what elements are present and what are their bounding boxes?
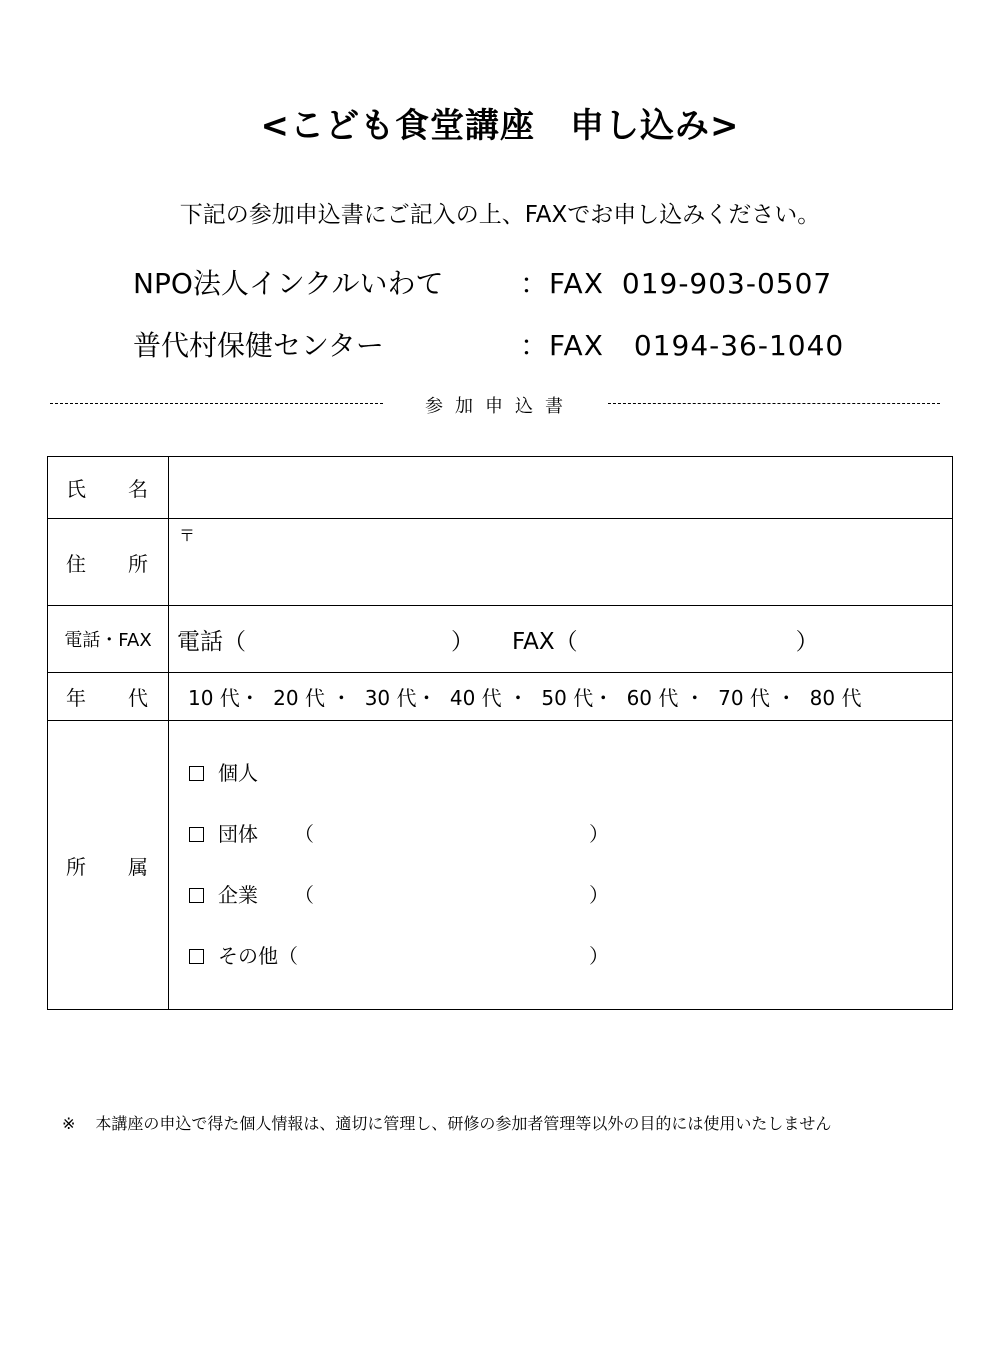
affiliation-option-label: 団体 [218, 822, 258, 846]
instruction-text: 下記の参加申込書にご記入の上、FAXでお申し込みください。 [179, 202, 821, 228]
age-options [169, 673, 953, 721]
affiliation-options [169, 721, 953, 1010]
checkbox[interactable] [189, 888, 204, 903]
age-option[interactable]: 10 代・ [188, 686, 260, 710]
affiliation-option-other[interactable] [189, 926, 952, 987]
paren-close: ） [589, 944, 609, 968]
fax-close: ） [795, 628, 819, 655]
affiliation-option-label: その他 [218, 944, 278, 968]
form-heading: 参加申込書 [425, 396, 575, 417]
age-label: 年代 [48, 673, 169, 721]
checkbox[interactable] [189, 766, 204, 781]
phone-label: 電話（ [177, 628, 246, 655]
paren-open: （ [294, 883, 314, 907]
paren-close: ） [589, 883, 609, 907]
fax-number: 019-903-0507 [621, 267, 833, 300]
fax-label: ：FAX [520, 267, 604, 300]
name-label: 氏名 [48, 457, 169, 519]
paren-close: ） [589, 822, 609, 846]
age-option[interactable]: 20 代 ・ [273, 686, 352, 710]
page-title: <こども食堂講座 申し込み> [260, 106, 740, 146]
contact-fax-inclu [520, 262, 832, 302]
application-form [47, 456, 953, 1010]
affiliation-option-individual[interactable] [189, 743, 952, 804]
phone-close: ） [451, 628, 474, 655]
affiliation-option-label: 個人 [218, 761, 258, 785]
age-option[interactable]: 70 代 ・ [718, 686, 797, 710]
phone-fax-label: 電話・FAX [48, 606, 169, 673]
checkbox[interactable] [189, 949, 204, 964]
age-option[interactable]: 80 代 [809, 686, 862, 710]
affiliation-label: 所属 [48, 721, 169, 1010]
paren-open: （ [278, 944, 298, 968]
age-option[interactable]: 40 代 ・ [449, 686, 529, 710]
address-field[interactable] [169, 519, 953, 606]
paren-open: （ [294, 822, 314, 846]
fax-label: ：FAX [520, 329, 604, 362]
fax-number: 0194-36-1040 [633, 329, 845, 362]
note-mark: ※ [62, 1114, 76, 1133]
checkbox[interactable] [189, 827, 204, 842]
divider-right [608, 403, 940, 404]
fax-field-label: FAX（ [512, 628, 578, 655]
postal-mark: 〒 [179, 526, 196, 545]
contact-name-inclu: NPO法人インクルいわて [133, 267, 444, 300]
contact-fax-fudai [520, 324, 844, 364]
age-option[interactable]: 50 代・ [541, 686, 614, 710]
privacy-note [62, 1111, 831, 1134]
age-option[interactable]: 30 代・ [364, 686, 437, 710]
affiliation-option-company[interactable] [189, 865, 952, 926]
affiliation-option-label: 企業 [218, 883, 258, 907]
affiliation-option-group[interactable] [189, 804, 952, 865]
name-field[interactable] [169, 457, 953, 519]
phone-fax-field[interactable] [169, 606, 953, 673]
age-option[interactable]: 60 代 ・ [626, 686, 705, 710]
divider-left [50, 403, 383, 404]
note-text: 本講座の申込で得た個人情報は、適切に管理し、研修の参加者管理等以外の目的には使用いたしません [95, 1114, 832, 1133]
contact-name-fudai: 普代村保健センター [133, 329, 384, 362]
address-label: 住所 [48, 519, 169, 606]
